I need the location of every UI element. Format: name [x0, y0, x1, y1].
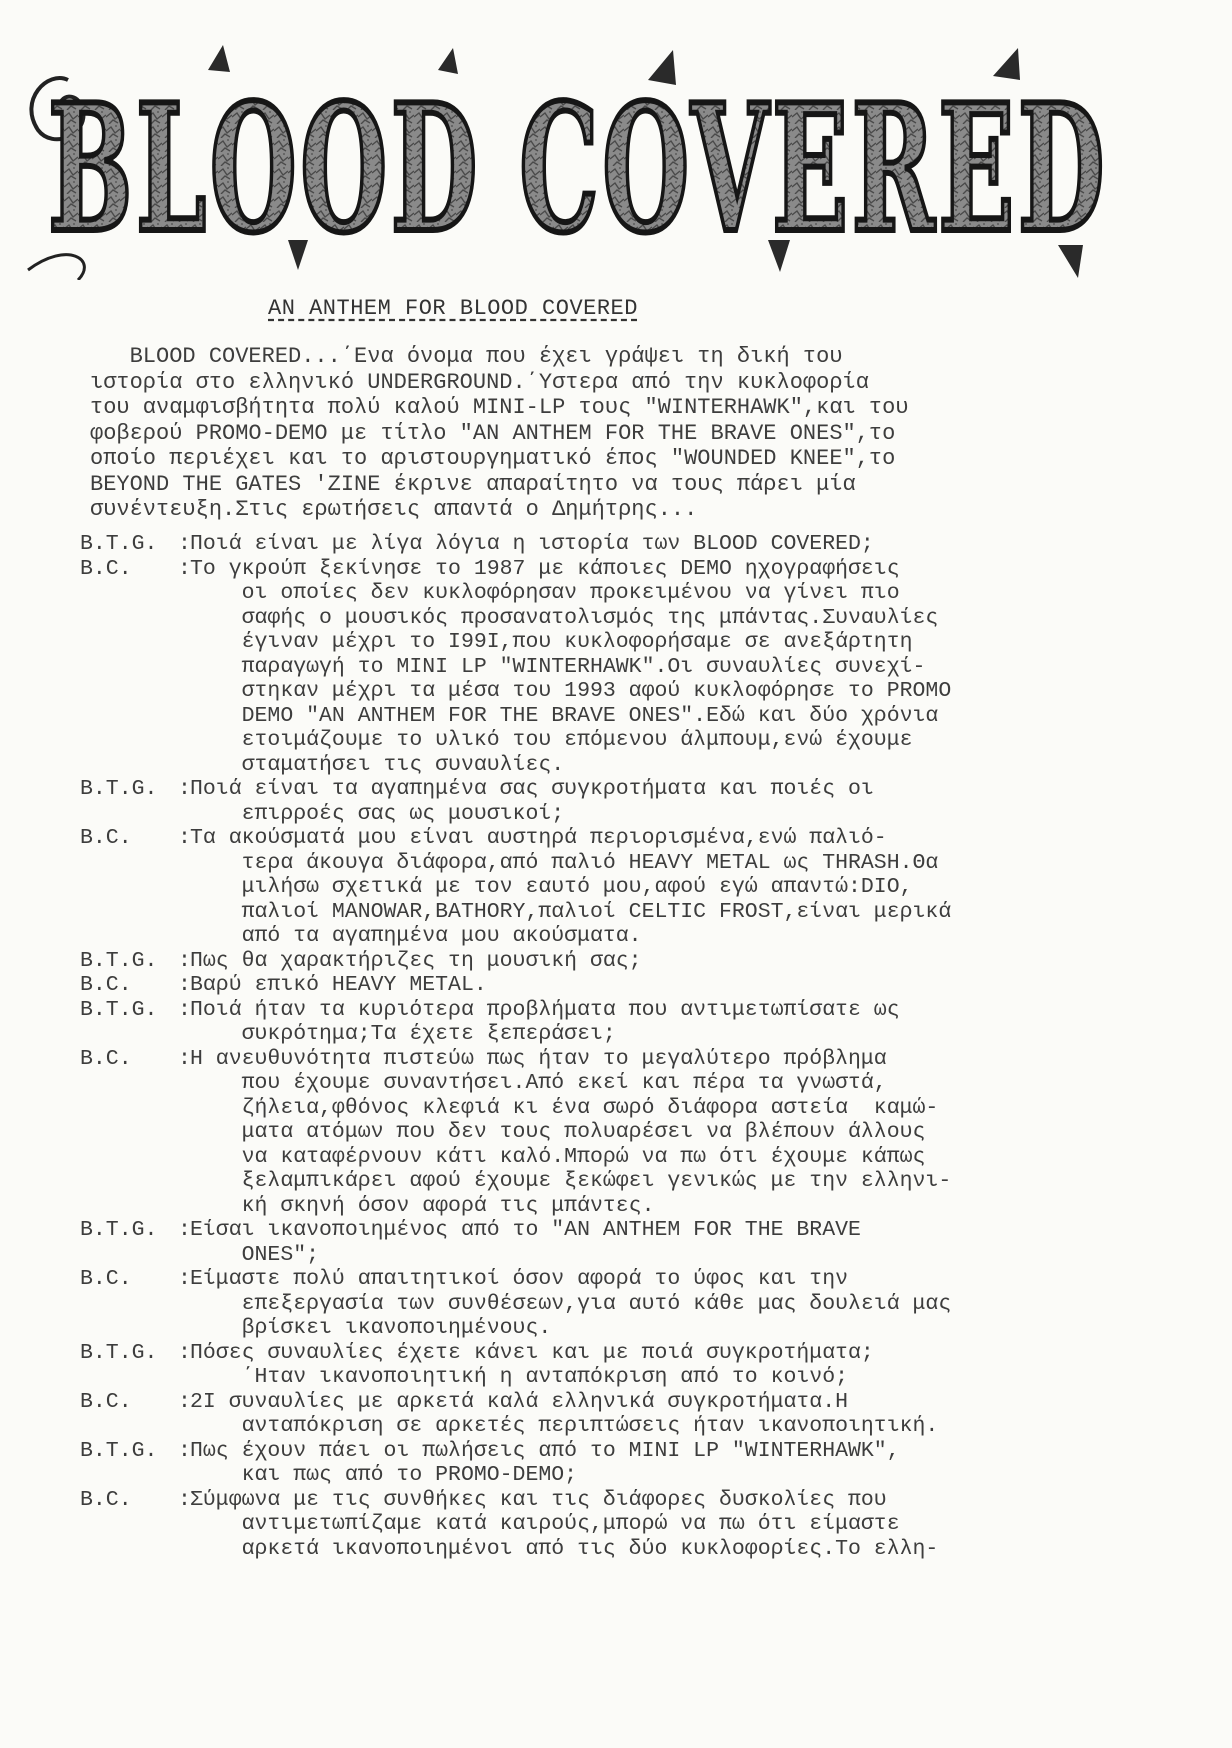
line-text: έγιναν μέχρι το Ι99Ι,που κυκλοφορήσαμε σε ανεξάρτητη — [190, 630, 913, 654]
speaker-colon: : — [178, 532, 191, 556]
speaker-label — [80, 1169, 178, 1194]
speaker-colon — [178, 1243, 190, 1268]
speaker-label: B.T.G. — [80, 997, 158, 1022]
line-text: αρκετά ικανοποιημένοι από τις δύο κυκλοφορίες.Το ελλη- — [190, 1536, 939, 1561]
speaker-label — [80, 875, 178, 900]
speaker-label — [80, 1022, 178, 1047]
answer-line — [80, 1267, 1080, 1292]
article-title-text: AN ANTHEM FOR BLOOD COVERED — [268, 296, 638, 321]
line-text: και πως από το PROMO-DEMO; — [190, 1463, 578, 1487]
line-text: να καταφέρνουν κάτι καλό.Μπορώ να πω ότι έχουμε κάπως — [190, 1144, 926, 1169]
speaker-label: B.C. — [80, 1046, 132, 1071]
speaker-label: B.T.G. — [80, 532, 158, 556]
speaker-colon: : — [178, 973, 191, 997]
speaker-colon: : — [178, 1046, 191, 1071]
line-text: ετοιμάζουμε το υλικό του επόμενου άλμπουμ,ενώ έχουμε — [190, 728, 913, 752]
speaker-label — [80, 1096, 178, 1121]
line-text: παραγωγή το MINI LP "WINTERHAWK".Οι συναυλίες συνεχί- — [190, 654, 926, 679]
speaker-label: B.T.G. — [80, 777, 158, 801]
speaker-label: B.C. — [80, 973, 132, 997]
speaker-colon — [178, 1145, 190, 1170]
speaker-label — [80, 1071, 178, 1096]
speaker-label — [80, 655, 178, 680]
answer-line — [80, 1488, 1080, 1513]
speaker-label — [80, 630, 178, 655]
speaker-label — [80, 802, 178, 827]
speaker-colon — [178, 679, 190, 704]
line-text: Το γκρούπ ξεκίνησε το 1987 με κάποιες DEMO ηχογραφήσεις — [190, 556, 900, 581]
line-text: ONES"; — [190, 1242, 320, 1267]
speaker-colon: : — [178, 826, 191, 850]
speaker-label — [80, 1316, 178, 1341]
question-line — [80, 777, 1080, 802]
line-text: οι οποίες δεν κυκλοφόρησαν προκειμένου να γίνει πιο — [190, 581, 900, 605]
speaker-label — [80, 1243, 178, 1268]
speaker-label — [80, 924, 178, 949]
question-line — [80, 949, 1080, 974]
intro-line: ιστορία στο ελληνικό UNDERGROUND.΄Υστερα από την κυκλοφορία — [90, 369, 869, 395]
speaker-colon — [178, 1071, 190, 1096]
speaker-colon: : — [178, 948, 191, 973]
intro-line: BLOOD COVERED...΄Ενα όνομα που έχει γράψει τη δική του — [90, 344, 843, 369]
continuation-line — [80, 655, 1080, 680]
line-text: Ποιά ήταν τα κυριότερα προβλήματα που αντιμετωπίσατε ως — [190, 997, 900, 1022]
speaker-label — [80, 606, 178, 631]
line-text: επιρροές σας ως μουσικοί; — [190, 801, 565, 826]
speaker-colon — [178, 581, 190, 606]
speaker-colon: : — [178, 777, 191, 801]
continuation-line — [80, 1316, 1080, 1341]
question-line — [80, 532, 1080, 557]
speaker-label — [80, 851, 178, 876]
speaker-colon: : — [178, 1267, 191, 1291]
speaker-colon — [178, 1414, 190, 1439]
line-text: Είμαστε πολύ απαιτητικοί όσον αφορά το ύφος και την — [190, 1267, 849, 1291]
continuation-line — [80, 1414, 1080, 1439]
line-text: Η ανευθυνότητα πιστεύω πως ήταν το μεγαλύτερο πρόβλημα — [190, 1046, 887, 1071]
speaker-colon — [178, 1120, 190, 1145]
line-text: συκρότημα;Τα έχετε ξεπεράσει; — [190, 1022, 616, 1046]
line-text: Είσαι ικανοποιημένος από το "AN ANTHEM FOR THE BRAVE — [190, 1218, 861, 1242]
speaker-colon — [178, 900, 190, 925]
speaker-colon: : — [178, 997, 191, 1022]
line-text: από τα αγαπημένα μου ακούσματα. — [190, 924, 642, 948]
speaker-label — [80, 1292, 178, 1317]
speaker-colon: : — [178, 1340, 191, 1365]
speaker-label — [80, 1537, 178, 1562]
speaker-colon — [178, 1292, 190, 1317]
speaker-label — [80, 581, 178, 606]
continuation-line — [80, 630, 1080, 655]
speaker-label — [80, 728, 178, 753]
line-text: 2Ι συναυλίες με αρκετά καλά ελληνικά συγκροτήματα.Η — [190, 1389, 849, 1414]
continuation-line — [80, 679, 1080, 704]
speaker-colon: : — [178, 1487, 191, 1512]
line-text: Ποιά είναι τα αγαπημένα σας συγκροτήματα και ποιές οι — [190, 777, 874, 801]
speaker-colon: : — [178, 556, 191, 581]
speaker-label — [80, 753, 178, 778]
speaker-colon — [178, 1194, 190, 1219]
line-text: ξελαμπικάρει αφού έχουμε ξεκώφει γενικώς με την ελληνι- — [190, 1169, 952, 1193]
continuation-line — [80, 753, 1080, 778]
speaker-colon — [178, 655, 190, 680]
continuation-line — [80, 1071, 1080, 1096]
speaker-label — [80, 1414, 178, 1439]
continuation-line — [80, 728, 1080, 753]
line-text: Ποιά είναι με λίγα λόγια η ιστορία των BLOOD COVERED; — [190, 532, 874, 556]
band-logo — [8, 40, 1128, 280]
line-text: παλιοί MANOWAR,BATHORY,παλιοί CELTIC FROST,είναι μερικά — [190, 899, 952, 924]
speaker-colon — [178, 1022, 190, 1047]
continuation-line — [80, 581, 1080, 606]
band-logo-artwork — [8, 40, 1128, 280]
speaker-colon — [178, 1512, 190, 1537]
continuation-line — [80, 1512, 1080, 1537]
continuation-line — [80, 1096, 1080, 1121]
line-text: στηκαν μέχρι τα μέσα του 1993 αφού κυκλοφόρησε το PROMO — [190, 679, 952, 703]
speaker-colon: : — [178, 1389, 191, 1414]
continuation-line — [80, 1022, 1080, 1047]
intro-line: οποίο περιέχει και το αριστουργηματικό έπος "WOUNDED KNEE",το — [90, 446, 896, 471]
line-text: ανταπόκριση σε αρκετές περιπτώσεις ήταν ικανοποιητική. — [190, 1414, 939, 1438]
speaker-colon — [178, 728, 190, 753]
line-text: Τα ακούσματά μου είναι αυστηρά περιορισμένα,ενώ παλιό- — [190, 826, 887, 850]
speaker-label — [80, 1365, 178, 1390]
speaker-colon: : — [178, 1218, 191, 1242]
speaker-label: B.C. — [80, 1389, 132, 1414]
continuation-line — [80, 924, 1080, 949]
line-text: κή σκηνή όσον αφορά τις μπάντες. — [190, 1193, 655, 1218]
speaker-colon — [178, 1169, 190, 1194]
line-text: Πόσες συναυλίες έχετε κάνει και με ποιά συγκροτήματα; — [190, 1340, 874, 1365]
question-line — [80, 1439, 1080, 1464]
intro-line: του αναμφισβήτητα πολύ καλού MINI-LP τους "WINTERHAWK",και του — [90, 395, 909, 420]
intro-line: συνέντευξη.Στις ερωτήσεις απαντά ο Δημήτρης... — [90, 497, 698, 522]
speaker-colon — [178, 753, 190, 778]
intro-line: BEYOND THE GATES 'ZINE έκρινε απαραίτητο να τους πάρει μία — [90, 471, 856, 497]
speaker-colon — [178, 1537, 190, 1562]
line-text: Βαρύ επικό HEAVY METAL. — [190, 973, 487, 997]
intro-line: φοβερού PROMO-DEMO με τίτλο "AN ANTHEM FOR THE BRAVE ONES",το — [90, 420, 896, 446]
speaker-label — [80, 679, 178, 704]
line-text: ματα ατόμων που δεν τους πολυαρέσει να βλέπουν άλλους — [190, 1120, 926, 1144]
line-text: DEMO "AN ANTHEM FOR THE BRAVE ONES".Εδώ και δύο χρόνια — [190, 703, 939, 728]
line-text: Πως έχουν πάει οι πωλήσεις από το MINI LP "WINTERHAWK", — [190, 1438, 900, 1463]
continuation-line — [80, 875, 1080, 900]
speaker-label — [80, 1145, 178, 1170]
speaker-colon — [178, 851, 190, 876]
logo-lettering: BLOOD COVERED — [48, 67, 1108, 272]
continuation-line — [80, 1194, 1080, 1219]
continuation-line — [80, 1243, 1080, 1268]
continuation-line — [80, 1169, 1080, 1194]
speaker-colon — [178, 1316, 190, 1341]
line-text: ΄Ηταν ικανοποιητική η ανταπόκριση από το κοινό; — [190, 1365, 849, 1389]
continuation-line — [80, 704, 1080, 729]
line-text: Πως θα χαρακτήριζες τη μουσική σας; — [190, 948, 642, 973]
speaker-label: B.C. — [80, 1487, 132, 1512]
continuation-line — [80, 1537, 1080, 1562]
answer-line — [80, 826, 1080, 851]
line-text: επεξεργασία των συνθέσεων,για αυτό κάθε μας δουλειά μας — [190, 1291, 952, 1316]
line-text: τερα άκουγα διάφορα,από παλιό HEAVY METAL ως THRASH.Θα — [190, 850, 939, 875]
line-text: σαφής ο μουσικός προσανατολισμός της μπάντας.Συναυλίες — [190, 605, 939, 630]
question-line — [80, 1218, 1080, 1243]
continuation-line — [80, 1145, 1080, 1170]
speaker-label: B.C. — [80, 1267, 132, 1291]
line-text: ζήλεια,φθόνος κλεφιά κι ένα σωρό διάφορα αστεία καμώ- — [190, 1095, 939, 1120]
answer-line — [80, 973, 1080, 998]
speaker-colon — [178, 875, 190, 900]
line-text: βρίσκει ικανοποιημένους. — [190, 1316, 552, 1340]
continuation-line — [80, 900, 1080, 925]
speaker-label: B.C. — [80, 556, 132, 581]
speaker-label — [80, 1194, 178, 1219]
speaker-label: B.T.G. — [80, 1340, 158, 1365]
continuation-line — [80, 851, 1080, 876]
line-text: σταματήσει τις συναυλίες. — [190, 752, 565, 777]
speaker-label: B.T.G. — [80, 948, 158, 973]
answer-line — [80, 1047, 1080, 1072]
question-line — [80, 1341, 1080, 1366]
line-text: μιλήσω σχετικά με τον εαυτό μου,αφού εγώ απαντώ:DIO, — [190, 875, 913, 899]
speaker-colon: : — [178, 1438, 191, 1463]
question-line — [80, 998, 1080, 1023]
intro-paragraph — [90, 344, 1050, 523]
speaker-colon — [178, 1365, 190, 1390]
speaker-label — [80, 1463, 178, 1488]
answer-line — [80, 557, 1080, 582]
line-text: αντιμετωπίζαμε κατά καιρούς,μπορώ να πω ότι είμαστε — [190, 1512, 900, 1536]
continuation-line — [80, 1463, 1080, 1488]
speaker-label: B.T.G. — [80, 1438, 158, 1463]
speaker-colon — [178, 1463, 190, 1488]
speaker-colon — [178, 924, 190, 949]
speaker-label: B.T.G. — [80, 1218, 158, 1242]
line-text: που έχουμε συναντήσει.Από εκεί και πέρα τα γνωστά, — [190, 1071, 887, 1095]
continuation-line — [80, 802, 1080, 827]
line-text: Σύμφωνα με τις συνθήκες και τις διάφορες δυσκολίες που — [190, 1487, 887, 1512]
continuation-line — [80, 1365, 1080, 1390]
continuation-line — [80, 606, 1080, 631]
speaker-colon — [178, 606, 190, 631]
speaker-label — [80, 900, 178, 925]
speaker-colon — [178, 630, 190, 655]
interview-qa — [80, 532, 1080, 1561]
continuation-line — [80, 1292, 1080, 1317]
speaker-label — [80, 704, 178, 729]
continuation-line — [80, 1120, 1080, 1145]
speaker-label: B.C. — [80, 826, 132, 850]
speaker-colon — [178, 1096, 190, 1121]
speaker-colon — [178, 802, 190, 827]
answer-line — [80, 1390, 1080, 1415]
speaker-label — [80, 1120, 178, 1145]
article-title — [268, 296, 638, 321]
speaker-colon — [178, 704, 190, 729]
speaker-label — [80, 1512, 178, 1537]
